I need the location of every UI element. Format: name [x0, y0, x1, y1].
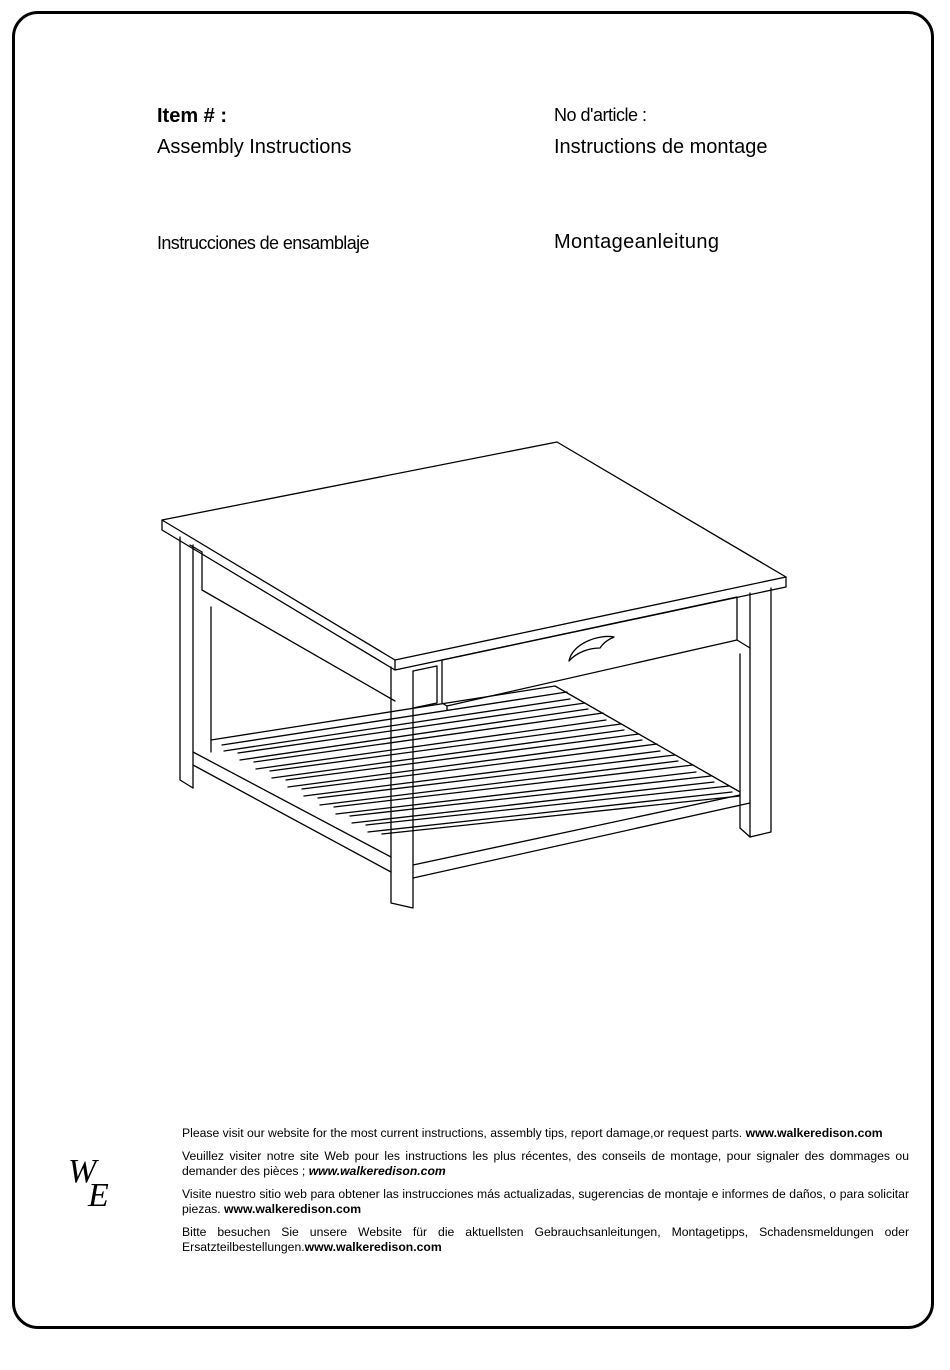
assembly-title-de: Montageanleitung	[554, 231, 720, 253]
notice-en: Please visit our website for the most current instructions, assembly tips, report damage,or request parts. www.walkeredison.com	[182, 1126, 883, 1140]
assembly-title-fr: Instructions de montage	[554, 136, 768, 158]
coffee-table-line-drawing-icon	[162, 442, 786, 908]
svg-text:W: W	[68, 1153, 97, 1190]
item-number-label-fr: No d'article :	[554, 105, 647, 125]
website-link-fr[interactable]: www.walkeredison.com	[308, 1164, 446, 1178]
coffee-table-illustration	[150, 430, 810, 930]
svg-text:E: E	[88, 1177, 109, 1214]
notice-es: Visite nuestro sitio web para obtener las instrucciones más actualizadas, sugerencias de montaje e informes de daños, o para solicitar piezas. www.walkeredison.com	[182, 1187, 909, 1216]
assembly-title-es: Instrucciones de ensamblaje	[157, 233, 369, 253]
walker-edison-logo-icon	[66, 1148, 126, 1216]
item-number-label: Item # :	[157, 105, 228, 127]
website-link-en[interactable]: www.walkeredison.com	[745, 1126, 883, 1140]
website-notice	[182, 1126, 909, 1263]
website-link-es[interactable]: www.walkeredison.com	[224, 1202, 362, 1216]
website-link-de[interactable]: www.walkeredison.com	[304, 1240, 442, 1254]
notice-fr: Veuillez visiter notre site Web pour les instructions les plus récentes, des conseils de montage, pour signaler des dommages ou demander des pièces ; www.walkeredison.com	[182, 1149, 909, 1178]
notice-de: Bitte besuchen Sie unsere Website für die aktuellsten Gebrauchsanleitungen, Montagetipps, Schadensmeldungen oder Ersatzteilbestellungen.www.walkeredison.com	[182, 1225, 909, 1254]
assembly-title-en: Assembly Instructions	[157, 136, 352, 158]
